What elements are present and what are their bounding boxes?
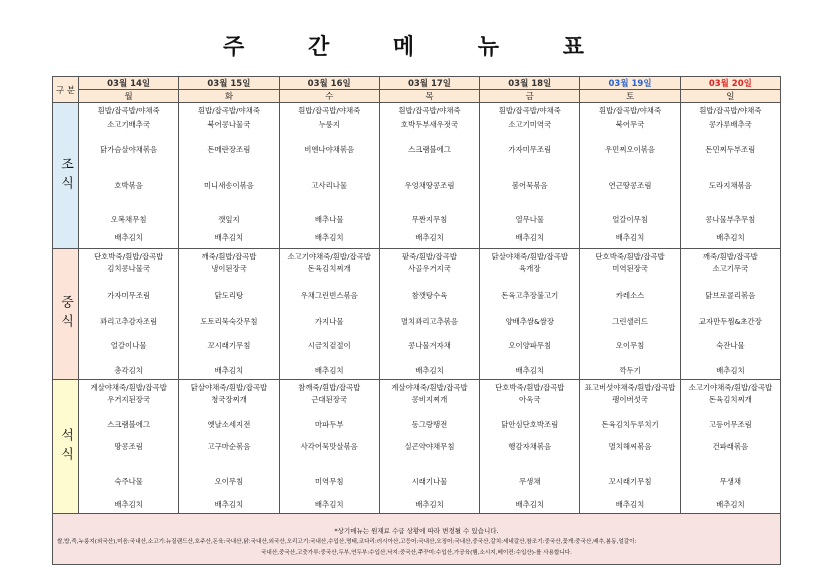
day-cell <box>580 249 680 380</box>
header-weekday: 목 <box>379 90 479 103</box>
menu-item: 미역된장국 <box>612 264 648 273</box>
weekday-row <box>53 90 781 103</box>
meal-row <box>53 249 781 380</box>
menu-item: 배추김치 <box>716 500 745 509</box>
menu-item: 꼬시래기무침 <box>207 341 251 350</box>
menu-item: 멸치꽈리고추볶음 <box>400 317 459 326</box>
menu-item: 근대된장국 <box>311 395 348 404</box>
menu-item: 육개장 <box>519 264 541 273</box>
menu-item: 동그랑땡전 <box>411 420 448 429</box>
menu-item: 도라지채볶음 <box>708 181 752 190</box>
header-weekday: 월 <box>79 90 179 103</box>
menu-item: 오이무침 <box>615 341 645 350</box>
menu-item: 실곤약야채무침 <box>404 442 455 451</box>
menu-item: 고등어무조림 <box>708 420 752 429</box>
menu-item: 돈민찌두부조림 <box>705 145 756 154</box>
menu-item: 닭브로콜리볶음 <box>705 291 756 300</box>
menu-item: 북어콩나물국 <box>207 120 251 129</box>
day-cell <box>480 249 580 380</box>
menu-item: 참깻탕수육 <box>411 291 448 300</box>
menu-item: 도토리묵숙갓무침 <box>200 317 258 326</box>
menu-item: 소고기무국 <box>712 264 749 273</box>
menu-item: 우채그린빈스볶음 <box>300 291 358 300</box>
menu-item: 배추김치 <box>114 500 143 509</box>
day-cell <box>179 103 279 249</box>
menu-item: 배추김치 <box>515 366 545 375</box>
day-cell <box>79 103 179 249</box>
menu-item: 흰밥/잡곡밥/야채죽 <box>197 106 260 115</box>
header-corner: 구 분 <box>53 77 79 103</box>
meal-label: 조식 <box>53 103 79 249</box>
menu-item: 돈육김치두루치기 <box>601 420 659 429</box>
meal-label: 석식 <box>53 380 79 514</box>
day-cell <box>680 103 780 249</box>
menu-item: 꽈리고추감자조림 <box>100 317 158 326</box>
menu-item: 멸치해씨볶음 <box>608 442 652 451</box>
menu-item: 닭안심단호박조림 <box>501 420 559 429</box>
note-line: 쌀,밥,죽,누룽지(외국산),미음:국내산,소고기:뉴질랜드산,호주산,돈육:국내산,닭:국내산,외국산,오리고기:국내산,수입산,명태,코다리:러시아산,고등어:국내산,오징어:국내산,중국산,갈치:세네갈산,참조기:중국산,꽃게:중국산,배추,봄동,얼갈이: <box>57 539 637 545</box>
day-cell <box>379 103 479 249</box>
menu-item: 청국장찌개 <box>211 395 247 404</box>
day-cell <box>480 380 580 514</box>
day-cell <box>179 380 279 514</box>
day-cell <box>279 380 379 514</box>
menu-item: 닭도리탕 <box>214 291 244 300</box>
menu-item: 흰밥/잡곡밥/야채죽 <box>398 106 461 115</box>
menu-item: 계살야채죽/흰밥/잡곡밥 <box>391 383 468 392</box>
menu-item: 그린샐러드 <box>612 317 648 326</box>
menu-item: 가자미무조림 <box>508 145 552 154</box>
header-weekday: 토 <box>580 90 680 103</box>
day-cell <box>580 380 680 514</box>
day-cell <box>79 380 179 514</box>
menu-item: 아욱국 <box>519 395 541 404</box>
menu-item: 배추김치 <box>716 233 745 242</box>
menu-item: 스크램블에그 <box>408 145 451 154</box>
header-date: 03월 14일 <box>79 77 179 90</box>
menu-item: 교자만두찜&초간장 <box>698 317 762 326</box>
menu-item: 닭가슴살야채볶음 <box>100 145 158 154</box>
menu-item: 사각어묵맛살볶음 <box>300 442 358 451</box>
menu-item: 돈메란장조림 <box>207 145 251 154</box>
menu-item: 소고기야채죽/흰밥/잡곡밥 <box>688 383 773 392</box>
menu-item: 연근땅콩조림 <box>608 181 652 190</box>
menu-item: 북어무국 <box>615 120 645 129</box>
menu-item: 숙주나물 <box>114 477 143 486</box>
menu-item: 오복채무침 <box>110 215 147 224</box>
menu-item: 미역무침 <box>314 477 344 486</box>
menu-item: 무생채 <box>519 477 541 486</box>
menu-item: 콩나물부추무침 <box>705 215 756 224</box>
menu-item: 고사리나물 <box>311 181 348 190</box>
menu-item: 팥죽/흰밥/잡곡밥 <box>402 252 457 261</box>
menu-item: 깨죽/흰밥/잡곡밥 <box>201 252 257 261</box>
menu-item: 소고기배추국 <box>107 120 151 129</box>
menu-item: 열무나물 <box>515 215 545 224</box>
menu-item: 참깨죽/흰밥/잡곡밥 <box>298 383 361 392</box>
menu-item: 배추김치 <box>314 233 344 242</box>
menu-item: 흰밥/잡곡밥/야채죽 <box>598 106 662 115</box>
header-date: 03월 20일 <box>680 77 780 90</box>
menu-item: 얼갈이무침 <box>612 215 648 224</box>
menu-item: 흰밥/잡곡밥/야채죽 <box>298 106 361 115</box>
header-date: 03월 16일 <box>279 77 379 90</box>
menu-item: 단호박죽/흰밥/잡곡밥 <box>94 252 164 261</box>
menu-item: 얼갈이나물 <box>110 341 147 350</box>
note-line: 국내산,중국산,고춧가루:중국산,두부,연두부:수입산,낙지:중국산,쭈꾸미:수입산,가공육(햄,소시지,베이컨:수입산)-를 사용합니다. <box>261 550 572 556</box>
menu-item: 행감자채볶음 <box>508 442 552 451</box>
menu-item: 소고기야채죽/흰밥/잡곡밥 <box>287 252 371 261</box>
day-cell <box>179 249 279 380</box>
menu-item: 옛날소세지전 <box>207 420 251 429</box>
note-line: *상기메뉴는 원재료 수급 상황에 따라 변경될 수 있습니다. <box>334 527 499 535</box>
menu-item: 깨죽/흰밥/잡곡밥 <box>702 252 758 261</box>
menu-item: 배추김치 <box>515 233 545 242</box>
day-cell <box>680 249 780 380</box>
menu-item: 닭살야채죽/흰밥/잡곡밥 <box>190 383 268 392</box>
menu-item: 총각김치 <box>114 366 143 375</box>
menu-item: 마파두부 <box>314 420 344 429</box>
menu-item: 배추김치 <box>114 233 143 242</box>
header-date: 03월 18일 <box>480 77 580 90</box>
menu-item: 표고버섯야채죽/흰밥/잡곡밥 <box>584 383 676 392</box>
notes-cell <box>53 514 781 565</box>
menu-item: 비엔나야채볶음 <box>304 145 355 154</box>
menu-item: 깻잎지 <box>218 215 240 224</box>
menu-item: 우엉채땅콩조림 <box>404 181 455 190</box>
menu-item: 땅콩조림 <box>114 442 143 451</box>
menu-item: 배추김치 <box>314 366 344 375</box>
day-cell <box>680 380 780 514</box>
menu-item: 흰밥/잡곡밥/야채죽 <box>97 106 160 115</box>
day-cell <box>279 103 379 249</box>
day-cell <box>580 103 680 249</box>
menu-item: 배추김치 <box>515 500 545 509</box>
meal-row <box>53 380 781 514</box>
menu-item: 봄어묵볶음 <box>511 181 548 190</box>
menu-item: 흰밥/잡곡밥/야채죽 <box>699 106 762 115</box>
menu-item: 사골우거지국 <box>408 264 451 273</box>
menu-item: 콩나물겨자채 <box>408 341 451 350</box>
menu-item: 콩비지찌개 <box>411 395 448 404</box>
menu-item: 호박두부새우젓국 <box>400 120 459 129</box>
menu-item: 김치콩나물국 <box>107 264 151 273</box>
menu-item: 양배추쌈&쌈장 <box>505 317 555 326</box>
menu-item: 배추김치 <box>415 233 444 242</box>
menu-item: 고구마순볶음 <box>207 442 251 451</box>
header-weekday: 수 <box>279 90 379 103</box>
page-title: 주 간 메 뉴 표 <box>223 35 612 60</box>
menu-item: 미니새송이볶음 <box>203 181 254 190</box>
menu-item: 돈육고추장불고기 <box>501 291 559 300</box>
menu-item: 팽이버섯국 <box>612 395 648 404</box>
header-weekday: 일 <box>680 90 780 103</box>
menu-item: 배추김치 <box>415 366 444 375</box>
header-weekday: 화 <box>179 90 279 103</box>
menu-item: 닭살야채죽/흰밥/잡곡밥 <box>491 252 568 261</box>
header-date: 03월 19일 <box>580 77 680 90</box>
menu-item: 소고기미역국 <box>508 120 552 129</box>
meal-label: 중식 <box>53 249 79 380</box>
menu-item: 배추나물 <box>314 215 344 224</box>
menu-item: 돈육김치찌개 <box>708 395 752 404</box>
menu-item: 계살야채죽/흰밥/잡곡밥 <box>90 383 167 392</box>
day-cell <box>480 103 580 249</box>
menu-item: 돈육김치찌개 <box>307 264 351 273</box>
menu-item: 배추김치 <box>615 500 645 509</box>
menu-item: 카레소스 <box>615 291 645 300</box>
menu-item: 배추김치 <box>214 500 244 509</box>
menu-item: 단호박죽/흰밥/잡곡밥 <box>595 252 665 261</box>
header-weekday: 금 <box>480 90 580 103</box>
header-row <box>53 77 781 90</box>
menu-item: 가지나물 <box>314 317 344 326</box>
header-date: 03월 15일 <box>179 77 279 90</box>
menu-item: 가자미무조림 <box>107 291 151 300</box>
menu-item: 건파래볶음 <box>712 442 749 451</box>
menu-item: 오이양파무침 <box>508 341 552 350</box>
menu-item: 배추김치 <box>716 366 745 375</box>
menu-item: 단호박죽/흰밥/잡곡밥 <box>495 383 565 392</box>
menu-item: 스크램블에그 <box>107 420 151 429</box>
menu-item: 냉이된장국 <box>211 264 247 273</box>
menu-item: 시금치겉절이 <box>307 341 351 350</box>
menu-item: 오이무침 <box>214 477 244 486</box>
header-date: 03월 17일 <box>379 77 479 90</box>
menu-item: 깍두기 <box>619 366 641 375</box>
menu-item: 꼬시래기무침 <box>608 477 652 486</box>
menu-item: 우거지된장국 <box>107 395 151 404</box>
menu-item: 숙잔나물 <box>716 341 745 350</box>
menu-item: 흰밥/잡곡밥/야채죽 <box>498 106 561 115</box>
menu-item: 배추김치 <box>615 233 645 242</box>
day-cell <box>79 249 179 380</box>
menu-item: 배추김치 <box>214 366 244 375</box>
menu-item: 무짠지무침 <box>411 215 448 224</box>
menu-item: 호박볶음 <box>114 181 143 190</box>
menu-item: 우민찌오이볶음 <box>605 145 656 154</box>
day-cell <box>279 249 379 380</box>
menu-item: 배추김치 <box>314 500 344 509</box>
menu-item: 콩가루배추국 <box>708 120 752 129</box>
menu-item: 누룽지 <box>318 120 340 129</box>
menu-item: 배추김치 <box>214 233 244 242</box>
menu-item: 배추김치 <box>415 500 444 509</box>
notes-row <box>53 514 781 565</box>
menu-item: 시래기나물 <box>411 477 448 486</box>
menu-item: 무생채 <box>719 477 742 486</box>
day-cell <box>379 249 479 380</box>
day-cell <box>379 380 479 514</box>
menu-table <box>52 76 781 565</box>
meal-row <box>53 103 781 249</box>
